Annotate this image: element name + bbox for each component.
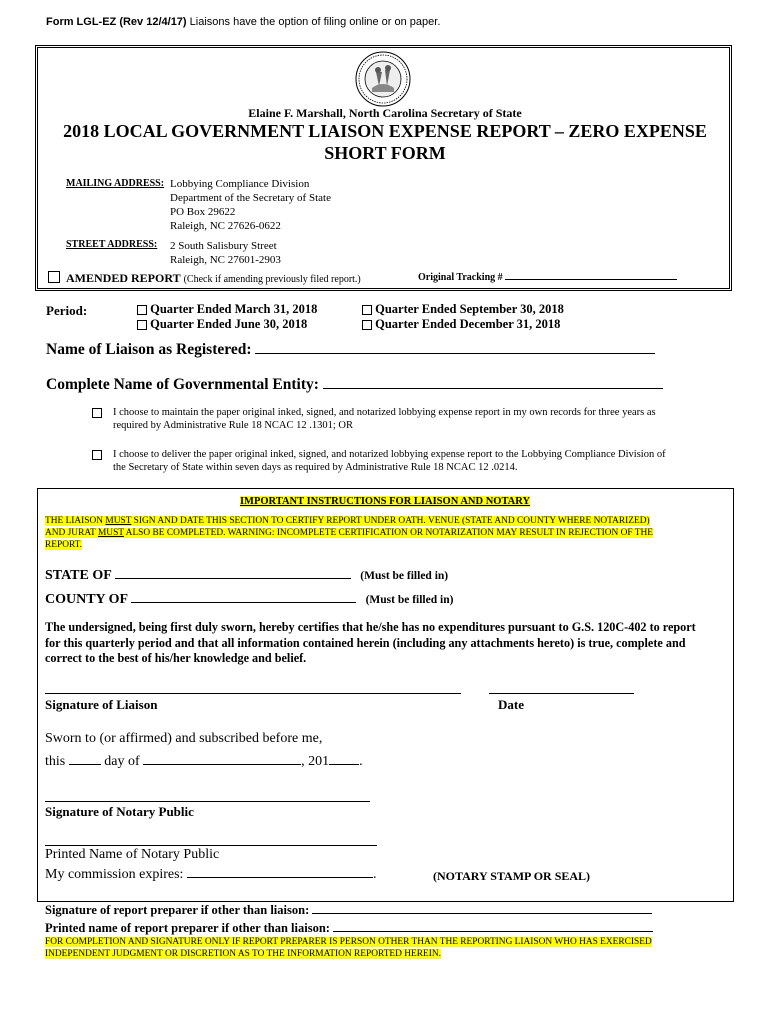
mailing-line: Lobbying Compliance Division [170,178,310,190]
form-id: Form LGL-EZ (Rev 12/4/17) [46,16,187,28]
period-option-q4[interactable] [362,317,560,332]
cert-line: correct to the best of his/her knowledge and belief. [45,651,307,665]
must-fill-note: (Must be filled in) [365,594,454,606]
liaison-name-label: Name of Liaison as Registered: [46,341,252,358]
page-title [0,120,770,164]
notary-stamp-label: (NOTARY STAMP OR SEAL) [433,869,591,883]
liaison-signature-label: Signature of Liaison [45,697,158,712]
county-row [45,592,453,608]
preparer-signature-label: Signature of report preparer if other than liaison [45,903,306,917]
amended-checkbox[interactable] [48,271,60,283]
entity-row [46,376,663,394]
cert-line: The undersigned, being first duly sworn, hereby certifies that he/she has no expenditures pursuant to G.S. 120C-402 to report [45,620,696,634]
choice-text: required by Administrative Rule 18 NCAC 12 .1301; OR [113,420,354,431]
choice-text: I choose to maintain the paper original inked, signed, and notarized lobbying expense report in my own records for three years as [113,407,656,418]
choice-text: the Secretary of State within seven days as required by Administrative Rule 18 NCAC 12 .0214. [113,462,518,473]
notary-signature-label: Signature of Notary Public [45,804,194,819]
period-label: Period: [46,303,88,318]
amended-note: (Check if amending previously filed report.) [183,274,361,285]
liaison-name-row [46,341,655,359]
notary-instructions [45,515,653,551]
notary-heading-text: IMPORTANT INSTRUCTIONS FOR LIAISON AND NOTARY [239,496,531,507]
checkbox[interactable] [137,305,147,315]
preparer-note [45,936,652,960]
mailing-line: Department of the Secretary of State [170,192,331,204]
preparer-signature-row: Signature of report preparer if other than liaison: [45,903,652,918]
mailing-address [170,177,331,233]
checkbox[interactable] [362,320,372,330]
liaison-name-field[interactable] [255,353,655,354]
instr-text: ALSO BE COMPLETED. WARNING: INCOMPLETE CERTIFICATION OR NOTARIZATION MAY RESULT IN REJECTION OF THE [123,528,654,538]
checkbox[interactable] [137,320,147,330]
instr-text: AND JURAT [45,528,98,538]
state-label: STATE OF [45,568,112,583]
period-option-label: Quarter Ended March 31, 2018 [150,302,318,316]
choice-deliver [92,448,666,474]
mailing-line: PO Box 29622 [170,206,236,218]
tracking-label: Original Tracking # [418,272,503,283]
form-header [46,16,440,28]
title-line-1: 2018 LOCAL GOVERNMENT LIAISON EXPENSE REPORT – ZERO EXPENSE [63,121,707,141]
tracking-field[interactable] [505,279,677,280]
preparer-note-line: FOR COMPLETION AND SIGNATURE ONLY IF REPORT PREPARER IS PERSON OTHER THAN THE REPORTING LIAISON WHO HAS EXERCISED [45,937,652,947]
entity-field[interactable] [323,388,663,389]
county-label: COUNTY OF [45,592,128,607]
notary-printed-name-line[interactable] [45,834,377,846]
period-option-label: Quarter Ended September 30, 2018 [375,302,564,316]
amended-label: AMENDED REPORT [66,271,181,285]
date-label: Date [498,697,524,712]
liaison-signature-line[interactable] [45,682,461,694]
date-line[interactable] [489,682,634,694]
instr-text: REPORT. [45,540,83,550]
instr-text: THE LIAISON [45,516,106,526]
instr-must: MUST [105,516,132,526]
tracking-row [418,272,677,283]
sworn-statement: Sworn to (or affirmed) and subscribed before me, [45,731,323,746]
preparer-note-line: INDEPENDENT JUDGMENT OR DISCRETION AS TO THE INFORMATION REPORTED HEREIN. [45,949,441,959]
notary-signature-line[interactable] [45,790,370,802]
jurat-year-field[interactable] [329,764,359,765]
instr-must: MUST [97,528,124,538]
period-option-label: Quarter Ended June 30, 2018 [150,317,308,331]
jurat-month-field[interactable] [143,764,301,765]
period-option-q1[interactable] [137,302,317,317]
commission-label: My commission expires: [45,867,184,882]
checkbox[interactable] [362,305,372,315]
street-line: Raleigh, NC 27601-2903 [170,254,281,266]
day-of-text: day of [104,754,140,769]
notary-heading [0,496,770,507]
street-line: 2 South Salisbury Street [170,240,277,252]
commission-field[interactable] [187,877,373,878]
jurat-day-field[interactable] [69,764,101,765]
choice-text: I choose to deliver the paper original inked, signed, and notarized lobbying expense report to the Lobbying Compliance Division of [113,449,666,460]
choice-checkbox[interactable] [92,408,102,418]
entity-label: Complete Name of Governmental Entity: [46,376,319,393]
street-address-label: STREET ADDRESS: [66,239,158,250]
period-option-q2[interactable] [137,317,307,332]
year-prefix: , 201 [301,754,330,769]
must-fill-note: (Must be filled in) [360,570,449,582]
choice-maintain [92,406,656,432]
secretary-line: Elaine F. Marshall, North Carolina Secretary of State [248,106,522,120]
period-option-q3[interactable] [362,302,564,317]
state-seal-icon [354,50,412,108]
title-line-2: SHORT FORM [324,143,446,163]
amended-report-row [48,271,361,286]
state-field[interactable] [115,578,351,579]
choice-checkbox[interactable] [92,450,102,460]
mailing-line: Raleigh, NC 27626-0622 [170,220,281,232]
instr-text: SIGN AND DATE THIS SECTION TO CERTIFY REPORT UNDER OATH. VENUE (STATE AND COUNTY WHERE NOTARIZED) [131,516,650,526]
certification-text [45,620,730,667]
period-option-label: Quarter Ended December 31, 2018 [375,317,561,331]
preparer-name-field[interactable] [333,931,653,932]
mailing-address-label: MAILING ADDRESS: [66,178,165,189]
form-note: Liaisons have the option of filing online or on paper. [189,16,441,28]
this-text: this [45,754,66,769]
cert-line: for this quarterly period and that all information contained herein (including any attachments hereto) is true, complete and [45,635,686,650]
preparer-name-label: Printed name of report preparer if other than liaison [45,921,326,935]
preparer-name-row: Printed name of report preparer if other than liaison: [45,921,653,936]
state-row [45,568,448,584]
preparer-signature-field[interactable] [312,913,652,914]
notary-printed-name-label: Printed Name of Notary Public [45,847,220,862]
commission-row: My commission expires: . [45,867,377,882]
county-field[interactable] [131,602,356,603]
jurat-date-row: this day of , 201 . [45,754,363,769]
street-address [170,239,281,267]
